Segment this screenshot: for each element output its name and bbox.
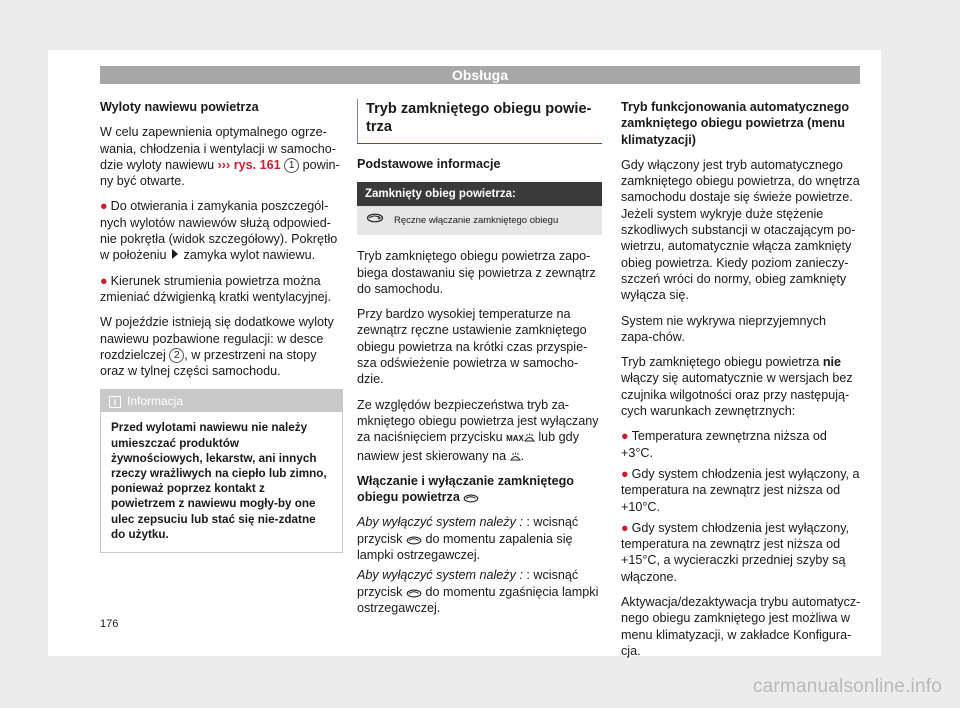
table-row — [357, 206, 602, 235]
text: Do otwierania i zamykania poszczegól-nych wylotów nawiewów służą odpowied-nie pokrętła (widok szczegółowy). Pokrętło w położeniu — [100, 199, 338, 263]
text: lub gdy nawiew jest skierowany na — [357, 430, 579, 463]
info-title: Informacja — [127, 394, 184, 409]
bullet-item — [621, 466, 861, 515]
text: . — [520, 448, 525, 463]
section-heading: Tryb funkcjonowania automatycznego zamkniętego obiegu powietrza (menu klimatyzacji) — [621, 100, 850, 147]
sub-heading — [357, 473, 602, 506]
paragraph — [100, 314, 343, 379]
text: Gdy system chłodzenia jest wyłączony, a temperatura na zewnątrz jest niższa od +10°C. — [621, 466, 860, 514]
bullet-icon: ● — [100, 199, 108, 214]
recirculation-icon — [463, 494, 479, 503]
info-box — [100, 389, 343, 553]
paragraph: Przy bardzo wysokiej temperaturze na zewnątrz ręczne ustawienie zamkniętego obiegu powietrza na krótki czas przyspie-sza odświeżenie powietrza w samocho-dzie. — [357, 307, 588, 387]
text: : wcisnąć przycisk — [357, 568, 579, 599]
text: włączy się automatycznie w wersjach bez czujnika wilgotności oraz przy następują-cych warunkach zewnętrznych: — [621, 371, 853, 419]
section-heading: Wyloty nawiewu powietrza — [100, 100, 259, 114]
page-number: 176 — [100, 618, 119, 630]
text: do momentu zgaśnięcia lampki ostrzegawczej. — [357, 584, 599, 615]
paragraph — [357, 397, 602, 464]
text: Gdy system chłodzenia jest wyłączony, temperatura na zewnątrz jest niższa od +15°C, a wycieraczki przedniej szyby są włączone. — [621, 520, 850, 584]
sub-heading: Podstawowe informacje — [357, 157, 501, 171]
text: Kierunek strumienia powietrza można zmieniać dźwigienką kratki wentylacyjnej. — [100, 273, 331, 304]
info-icon: i — [109, 396, 121, 408]
text: : wcisnąć przycisk — [357, 515, 579, 546]
emphasis: nie — [822, 355, 842, 370]
bullet-item — [100, 198, 343, 263]
figure-link[interactable]: ››› rys. 161 — [217, 157, 281, 172]
paragraph — [100, 124, 343, 189]
text: W pojeździe istnieją się dodatkowe wyloty nawiewu pozbawione regulacji: w desce rozdzielczej — [100, 315, 334, 362]
recirculation-icon — [357, 206, 393, 235]
column-2 — [357, 99, 602, 625]
bullet-icon: ● — [621, 466, 629, 481]
text: Włączanie i wyłączanie zamkniętego obiegu powietrza — [357, 473, 574, 505]
text: powin-ny być otwarte. — [100, 157, 340, 189]
text: Ze względów bezpieczeństwa tryb za-mkniętego obiegu powietrza jest wyłączany za naciśnięciem przycisku — [357, 397, 599, 445]
paragraph: Tryb zamkniętego obiegu powietrza zapo-biega dostawaniu się powietrza z zewnątrz do samochodu. — [357, 249, 596, 296]
recirculation-icon — [406, 589, 422, 598]
bullet-item — [621, 520, 861, 585]
text: zamyka wylot nawiewu. — [183, 248, 316, 263]
text: , w przestrzeni na stopy oraz w tylnej części samochodu. — [100, 347, 317, 379]
watermark: carmanualsonline.info — [752, 676, 942, 697]
text: do momentu zapalenia się lampki ostrzegawczej. — [357, 531, 573, 563]
section-title: Tryb zamkniętego obiegu powie-trza — [357, 99, 602, 144]
column-3 — [621, 99, 861, 668]
bullet-icon: ● — [621, 520, 629, 535]
paragraph: Aktywacja/dezaktywacja trybu automatycz-nego obiegu zamkniętego jest możliwa w menu klimatyzacji, w zakładce Konfigura-cja. — [621, 595, 861, 658]
info-body: Przed wylotami nawiewu nie należy umieszczać produktów żywnościowych, lekarstw, ani innych rzeczy wrażliwych na ciepło lub zimno, ponieważ poprzez kontakt z powietrzem z nawiewu mogły-by one ulec zepsuciu lub stać się nie-zdatne do użytku. — [111, 421, 327, 541]
paragraph: System nie wykrywa nieprzyjemnych zapa-chów. — [621, 313, 827, 344]
closed-position-icon — [172, 249, 178, 259]
text: Aby wyłączyć system należy : — [357, 568, 523, 583]
bullet-item — [621, 428, 861, 461]
text: Aby wyłączyć system należy : — [357, 515, 523, 530]
column-1 — [100, 99, 343, 553]
recirculation-icon — [406, 536, 422, 545]
paragraph: Gdy włączony jest tryb automatycznego zamkniętego obiegu powietrza, do wnętrza samochodu dostaje się świeże powietrze. Jeżeli system wykryje duże stężenie szkodliwych substancji w otaczającym po-wietrzu, automatycznie włącza zamknięty obieg powietrza. Kiedy poziom zanieczy-szczeń wróci do normy, obieg zamknięty wyłącza się. — [621, 157, 860, 303]
defrost-icon — [510, 452, 521, 462]
text: W celu zapewnienia optymalnego ogrze-wania, chłodzenia i wentylacji w samocho-dzie wyloty nawiewu — [100, 125, 336, 172]
page-header: Obsługa — [100, 66, 860, 84]
controls-table — [357, 182, 602, 235]
paragraph — [621, 354, 861, 419]
text: Temperatura zewnętrzna niższa od +3°C. — [621, 429, 827, 460]
table-cell: Ręczne włączanie zamkniętego obiegu — [393, 206, 602, 235]
max-defrost-icon: MAX — [506, 434, 535, 443]
bullet-item — [100, 273, 343, 306]
bullet-icon: ● — [100, 273, 108, 288]
text: Tryb zamkniętego obiegu powietrza — [621, 355, 820, 370]
paragraph — [357, 567, 602, 616]
callout-marker: 2 — [169, 348, 184, 363]
callout-marker: 1 — [284, 158, 299, 173]
paragraph — [357, 514, 602, 563]
bullet-icon: ● — [621, 429, 629, 444]
info-box-header — [101, 390, 342, 412]
table-header: Zamknięty obieg powietrza: — [357, 182, 602, 206]
